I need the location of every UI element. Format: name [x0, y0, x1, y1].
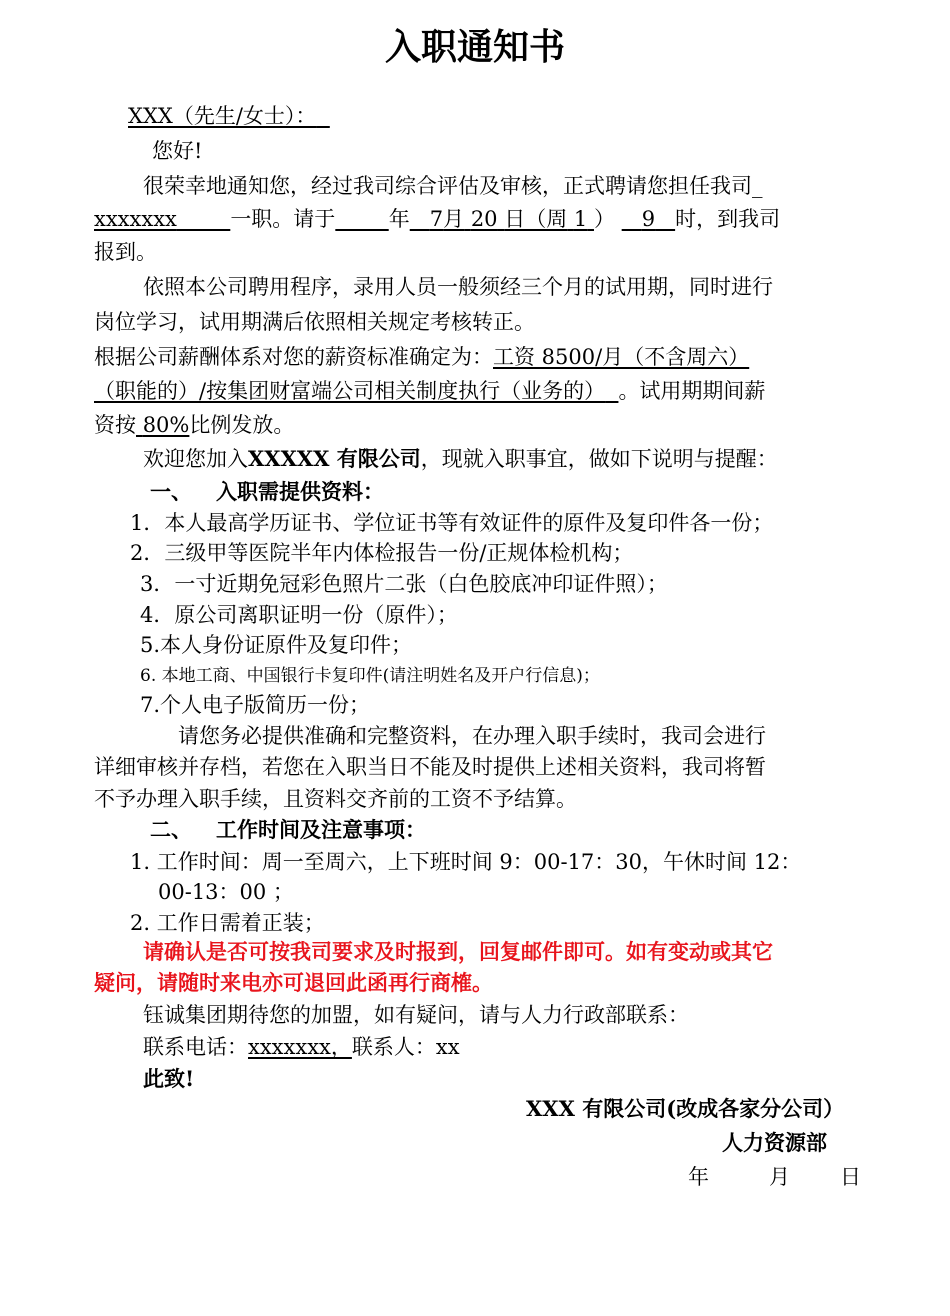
- list-item: 4．原公司离职证明一份（原件）；: [140, 603, 458, 627]
- month-field: 7: [429, 207, 444, 231]
- welcome-line: 欢迎您加入XXXXX 有限公司，现就入职事宜，做如下说明与提醒：: [143, 446, 778, 471]
- weekday-field: 1: [573, 207, 588, 231]
- list-item: 1. 工作时间：周一至周六，上下班时间 9：00-17：30，午休时间 12：: [130, 850, 802, 874]
- p2-line2: 岗位学习，试用期满后依照相关规定考核转正。: [94, 310, 535, 334]
- contact-line2: 联系电话：xxxxxxx，联系人：xx: [143, 1035, 460, 1059]
- section1-heading: 一、 入职需提供资料：: [150, 479, 384, 504]
- day-field: 20: [470, 207, 498, 231]
- notice-line1: 请确认是否可按我司要求及时报到，回复邮件即可。如有变动或其它: [143, 939, 773, 964]
- p4-line1: 请您务必提供准确和完整资料，在办理入职手续时，我司会进行: [178, 724, 766, 748]
- page-title: 入职通知书: [384, 26, 565, 68]
- p4-line3: 不予办理入职手续，且资料交齐前的工资不予结算。: [94, 787, 577, 811]
- p3-line1: 根据公司薪酬体系对您的薪资标准确定为：工资 8500/月（不含周六）: [94, 345, 750, 369]
- ratio-field: 80%: [142, 413, 190, 437]
- list-item: 7.个人电子版简历一份；: [140, 693, 371, 717]
- hour-field: 9: [641, 207, 656, 231]
- salary-note: （职能的）/按集团财富端公司相关制度执行（业务的）: [94, 379, 606, 403]
- p2-line1: 依照本公司聘用程序，录用人员一般须经三个月的试用期，同时进行: [143, 275, 773, 299]
- list-item: 5.本人身份证原件及复印件；: [140, 633, 413, 657]
- company-name: XXXXX 有限公司: [248, 446, 421, 471]
- list-item: 6. 本地工商、中国银行卡复印件(请注明姓名及开户行信息)；: [140, 666, 600, 686]
- position-field: xxxxxxx: [94, 207, 177, 231]
- p1-line1: 很荣幸地通知您，经过我司综合评估及审核，正式聘请您担任我司_: [143, 174, 763, 198]
- p4-line2: 详细审核并存档，若您在入职当日不能及时提供上述相关资料，我司将暂: [94, 755, 766, 779]
- list-item: 1．本人最高学历证书、学位证书等有效证件的原件及复印件各一份；: [130, 511, 774, 535]
- p1-line2: xxxxxxx 一职。请于 年 7月 20 日（周 1 ） 9 时，到我司: [94, 207, 781, 231]
- list-item: 3．一寸近期免冠彩色照片二张（白色胶底冲印证件照）；: [140, 572, 668, 596]
- notice-line2: 疑问，请随时来电亦可退回此函再行商榷。: [94, 970, 493, 995]
- signature-company: XXX 有限公司(改成各家分公司）: [526, 1096, 845, 1121]
- list-item: 2. 工作日需着正装；: [130, 911, 325, 935]
- p3-line2: （职能的）/按集团财富端公司相关制度执行（业务的） 。试用期期间薪: [94, 379, 766, 403]
- signature-date: 年 月 日: [688, 1165, 861, 1189]
- p1-line3: 报到。: [94, 240, 157, 264]
- list-item: 2．三级甲等医院半年内体检报告一份/正规体检机构；: [130, 541, 634, 565]
- phone-field: xxxxxxx，: [248, 1035, 352, 1059]
- greeting: 您好!: [152, 139, 203, 163]
- contact-line1: 钰诚集团期待您的加盟，如有疑问，请与人力行政部联系：: [143, 1003, 689, 1027]
- signature-dept: 人力资源部: [722, 1130, 827, 1155]
- salary-field: 工资 8500/月（不含周六）: [493, 345, 750, 369]
- salutation: XXX（先生/女士）：: [128, 104, 317, 128]
- closing: 此致!: [143, 1066, 195, 1091]
- list-item: 00-13：00 ；: [158, 880, 294, 904]
- p3-line3: 资按 80%比例发放。: [94, 413, 295, 437]
- section2-heading: 二、 工作时间及注意事项：: [150, 817, 426, 842]
